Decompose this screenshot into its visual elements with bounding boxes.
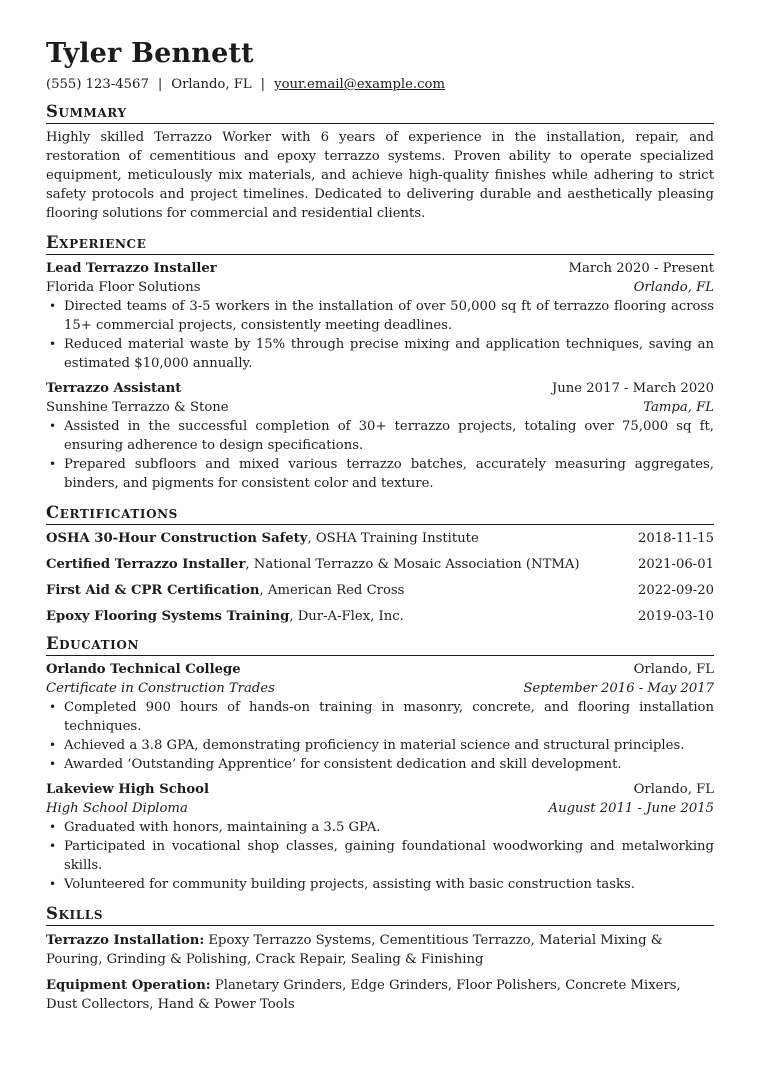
education-entry (46, 780, 714, 894)
cert-name: First Aid & CPR Certification (46, 583, 260, 598)
list-item: • Achieved a 3.8 GPA, demonstrating proficiency in material science and structural principles. (64, 736, 714, 755)
job-role: Lead Terrazzo Installer (46, 261, 217, 276)
summary-text: Highly skilled Terrazzo Worker with 6 years of experience in the installation, repair, and restoration of cementitious and epoxy terrazzo systems. Proven ability to operate specialized equipment, meticulously mix materials, and achieve high-quality finishes while adhering to strict safety protocols and project timelines. Dedicated to delivering durable and aesthetically pleasing flooring solutions for commercial and residential clients. (46, 130, 714, 221)
cert-date: 2018-11-15 (637, 531, 714, 546)
experience-section (46, 233, 714, 493)
education-bullets (46, 698, 714, 774)
school-location: Orlando, FL (633, 662, 714, 677)
degree: Certificate in Construction Trades (46, 681, 275, 696)
job-company: Florida Floor Solutions (46, 280, 201, 295)
certification-row (46, 607, 714, 626)
cert-name: Epoxy Flooring Systems Training (46, 609, 290, 624)
section-title-education: Education (46, 634, 714, 656)
job-dates: June 2017 - March 2020 (552, 381, 714, 396)
job-role: Terrazzo Assistant (46, 381, 182, 396)
certification-row (46, 555, 714, 574)
section-title-experience: Experience (46, 233, 714, 255)
education-entry (46, 660, 714, 774)
email-link[interactable]: your.email@example.com (274, 77, 445, 92)
certifications-section (46, 503, 714, 626)
skill-group (46, 931, 714, 969)
section-title-certifications: Certifications (46, 503, 714, 525)
list-item: • Participated in vocational shop classes, gaining foundational woodworking and metalworking skills. (64, 837, 714, 875)
contact-line (46, 76, 714, 94)
contact-separator: | (157, 77, 163, 92)
job-location: Orlando, FL (633, 280, 714, 295)
education-bullets (46, 818, 714, 894)
degree: High School Diploma (46, 801, 188, 816)
job-bullets (46, 417, 714, 493)
cert-issuer: , National Terrazzo & Mosaic Association (NTMA) (245, 557, 580, 572)
list-item: • Awarded ‘Outstanding Apprentice’ for consistent dedication and skill development. (64, 755, 714, 774)
job-entry (46, 259, 714, 373)
list-item: • Graduated with honors, maintaining a 3.5 GPA. (64, 818, 714, 837)
phone-number: (555) 123-4567 (46, 77, 149, 92)
job-company: Sunshine Terrazzo & Stone (46, 400, 229, 415)
education-dates: September 2016 - May 2017 (523, 681, 714, 696)
skills-section (46, 904, 714, 1014)
skill-label: Terrazzo Installation: (46, 933, 205, 948)
cert-date: 2022-09-20 (637, 583, 714, 598)
list-item: • Assisted in the successful completion of 30+ terrazzo projects, totaling over 75,000 sq ft, ensuring adherence to design specifications. (64, 417, 714, 455)
cert-date: 2019-03-10 (637, 609, 714, 624)
school-location: Orlando, FL (633, 782, 714, 797)
skill-text: Epoxy Terrazzo Systems, Cementitious Terrazzo, Material Mixing & Pouring, Grinding & Polishing, Crack Repair, Sealing & Finishing (46, 933, 663, 967)
school-name: Orlando Technical College (46, 662, 241, 677)
education-dates: August 2011 - June 2015 (548, 801, 714, 816)
certification-row (46, 581, 714, 600)
certification-row (46, 529, 714, 548)
cert-date: 2021-06-01 (637, 557, 714, 572)
cert-issuer: , OSHA Training Institute (307, 531, 479, 546)
list-item: • Volunteered for community building projects, assisting with basic construction tasks. (64, 875, 714, 894)
list-item: • Prepared subfloors and mixed various terrazzo batches, accurately measuring aggregates, binders, and pigments for consistent color and texture. (64, 455, 714, 493)
list-item: • Completed 900 hours of hands-on training in masonry, concrete, and flooring installation techniques. (64, 698, 714, 736)
school-name: Lakeview High School (46, 782, 209, 797)
education-section (46, 634, 714, 894)
skill-group (46, 976, 714, 1014)
cert-name: OSHA 30-Hour Construction Safety (46, 531, 308, 546)
list-item: • Directed teams of 3-5 workers in the installation of over 50,000 sq ft of terrazzo flooring across 15+ commercial projects, consistently meeting deadlines. (64, 297, 714, 335)
resume-page (46, 38, 714, 1014)
job-location: Tampa, FL (643, 400, 714, 415)
job-dates: March 2020 - Present (568, 261, 714, 276)
job-bullets (46, 297, 714, 373)
candidate-name: Tyler Bennett (46, 38, 254, 69)
location: Orlando, FL (171, 77, 252, 92)
summary-section (46, 102, 714, 223)
cert-issuer: , American Red Cross (259, 583, 405, 598)
list-item: • Reduced material waste by 15% through precise mixing and application techniques, saving an estimated $10,000 annually. (64, 335, 714, 373)
section-title-skills: Skills (46, 904, 714, 926)
section-title-summary: Summary (46, 102, 714, 124)
cert-name: Certified Terrazzo Installer (46, 557, 246, 572)
job-entry (46, 379, 714, 493)
skill-text: Planetary Grinders, Edge Grinders, Floor Polishers, Concrete Mixers, Dust Collectors, Hand & Power Tools (46, 978, 681, 1012)
cert-issuer: , Dur-A-Flex, Inc. (289, 609, 404, 624)
skill-label: Equipment Operation: (46, 978, 211, 993)
contact-separator: | (260, 77, 266, 92)
